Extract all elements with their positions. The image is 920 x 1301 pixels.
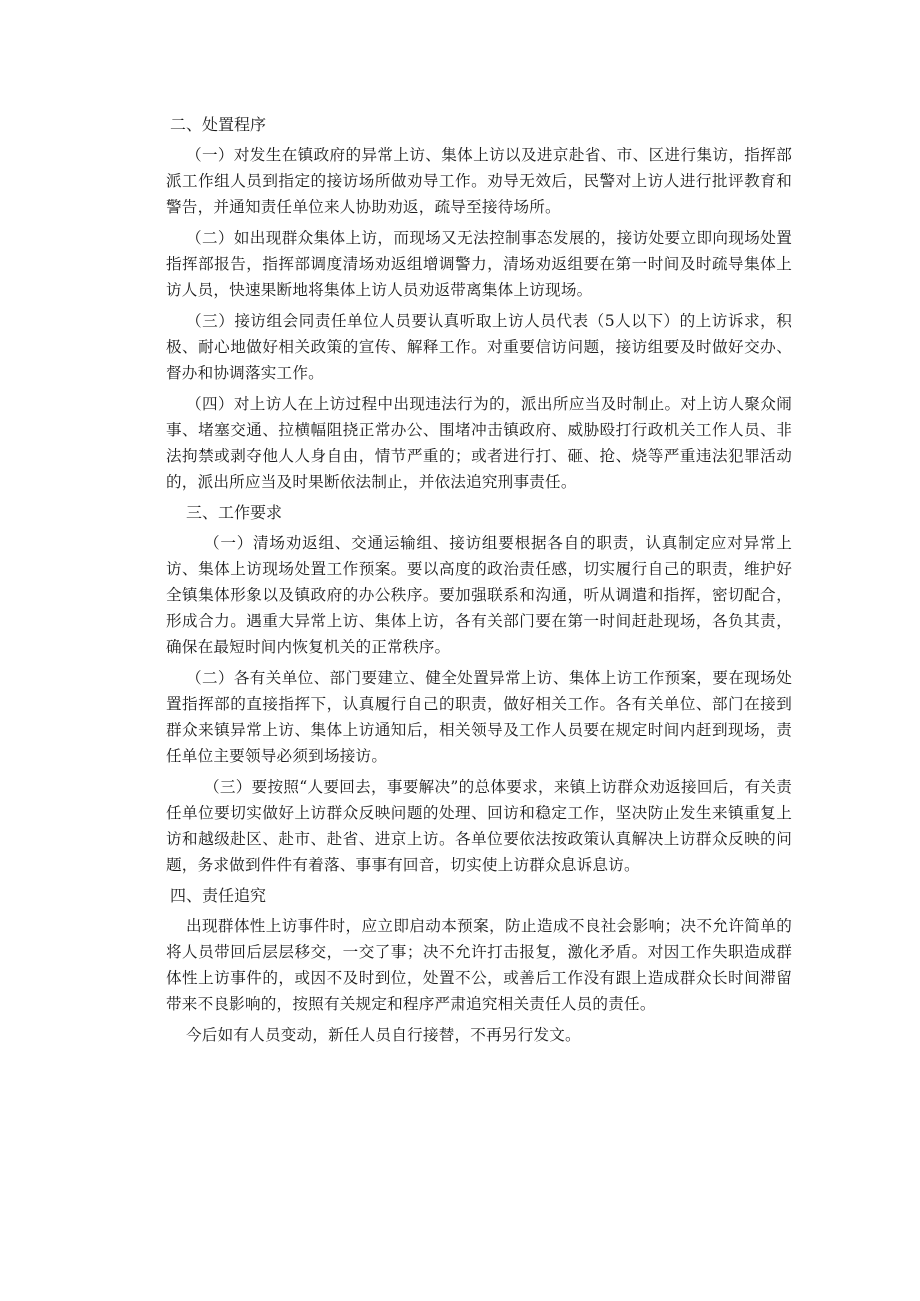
paragraph-procedure-4: （四）对上访人在上访过程中出现违法行为的，派出所应当及时制止。对上访人聚众闹事、堵塞交通、拉横幅阻挠正常办公、围堵冲击镇政府、威胁殴打行政机关工作人员、非法拘禁或剥夺他人人身自由，情节严重的；或者进行打、砸、抢、烧等严重违法犯罪活动的，派出所应当及时果断依法制止，并依法追究刑事责任。 <box>166 395 792 491</box>
paragraph-closing-note: 今后如有人员变动，新任人员自行接替，不再另行发文。 <box>186 1026 581 1044</box>
section-heading-accountability: 四、责任追究 <box>170 886 267 905</box>
paragraph-procedure-2: （二）如出现群众集体上访，而现场又无法控制事态发展的，接访处要立即向现场处置指挥部报告，指挥部调度清场劝返组增调警力，清场劝返组要在第一时间及时疏导集体上访人员，快速果断地将集体上访人员劝返带离集体上访现场。 <box>166 229 792 299</box>
paragraph-procedure-1: （一）对发生在镇政府的异常上访、集体上访以及进京赴省、市、区进行集访，指挥部派工作组人员到指定的接访场所做劝导工作。劝导无效后，民警对上访人进行批评教育和警告，并通知责任单位来人协助劝返，疏导至接待场所。 <box>166 146 792 216</box>
section-heading-requirements: 三、工作要求 <box>186 503 283 522</box>
paragraph-requirements-3: （三）要按照“人要回去，事要解决”的总体要求，来镇上访群众劝返接回后，有关责任单位要切实做好上访群众反映问题的处理、回访和稳定工作，坚决防止发生来镇重复上访和越级赴区、赴市、赴省、进京上访。各单位要依法按政策认真解决上访群众反映的问题，务求做到件件有着落、事事有回音，切实使上访群众息诉息访。 <box>166 778 792 874</box>
paragraph-requirements-1: （一）清场劝返组、交通运输组、接访组要根据各自的职责，认真制定应对异常上访、集体上访现场处置工作预案。要以高度的政治责任感，切实履行自己的职责，维护好全镇集体形象以及镇政府的办公秩序。要加强联系和沟通，听从调遣和指挥，密切配合，形成合力。遇重大异常上访、集体上访，各有关部门要在第一时间赶赴现场，各负其责，确保在最短时间内恢复机关的正常秩序。 <box>166 534 792 656</box>
document-page <box>166 112 792 1053</box>
paragraph-procedure-3: （三）接访组会同责任单位人员要认真听取上访人员代表（5人以下）的上访诉求，积极、耐心地做好相关政策的宣传、解释工作。对重要信访问题，接访组要及时做好交办、督办和协调落实工作。 <box>166 312 792 382</box>
paragraph-accountability-1: 出现群体性上访事件时，应立即启动本预案，防止造成不良社会影响；决不允许简单的将人员带回后层层移交，一交了事；决不允许打击报复，激化矛盾。对因工作失职造成群体性上访事件的，或因不及时到位，处置不公，或善后工作没有跟上造成群众长时间滞留带来不良影响的，按照有关规定和程序严肃追究相关责任人员的责任。 <box>166 917 792 1013</box>
paragraph-requirements-2: （二）各有关单位、部门要建立、健全处置异常上访、集体上访工作预案，要在现场处置指挥部的直接指挥下，认真履行自己的职责，做好相关工作。各有关单位、部门在接到群众来镇异常上访、集体上访通知后，相关领导及工作人员要在规定时间内赶到现场，责任单位主要领导必须到场接访。 <box>166 669 792 765</box>
section-heading-procedure: 二、处置程序 <box>170 115 267 134</box>
